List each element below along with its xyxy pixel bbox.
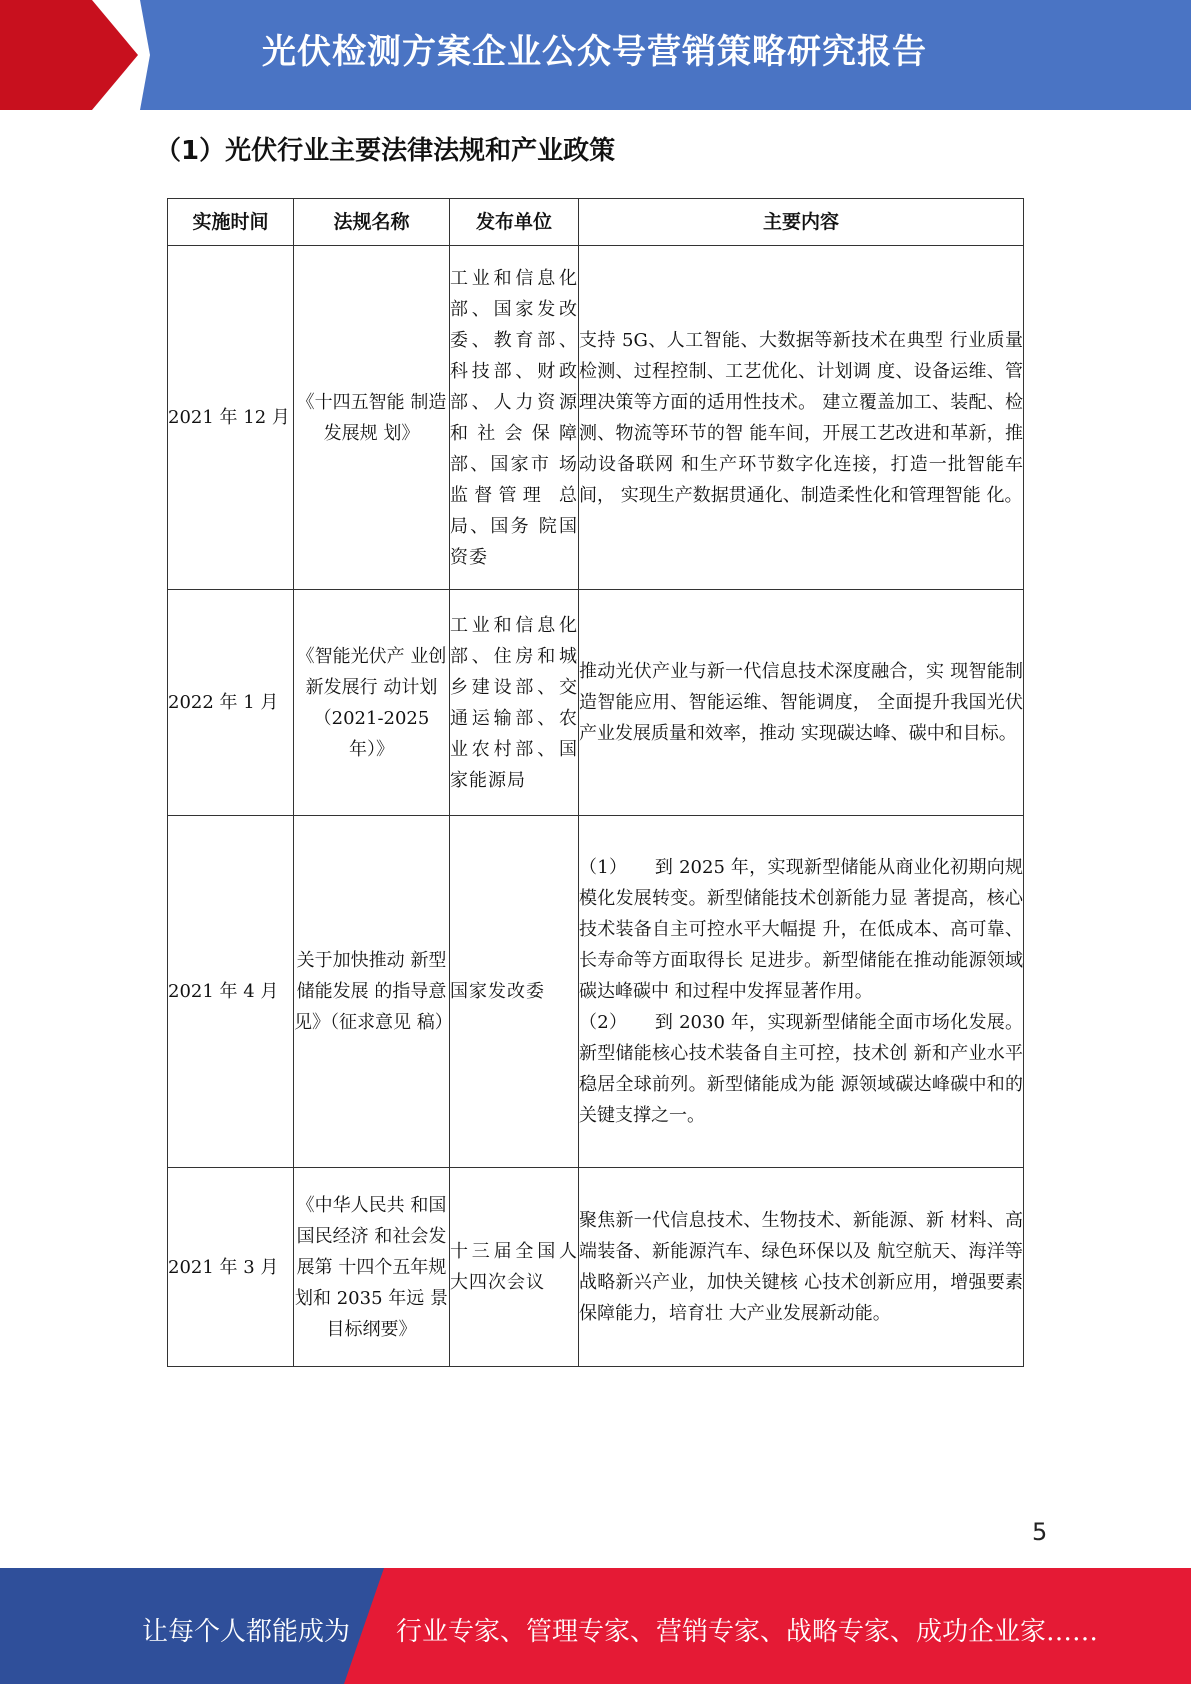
column-header-name: 法规名称 xyxy=(294,199,450,246)
table-row xyxy=(168,816,1024,1168)
cell-content xyxy=(579,1168,1024,1367)
cell-issuer: 十三届全国人大四次会议 xyxy=(450,1168,579,1367)
document-title: 光伏检测方案企业公众号营销策略研究报告 xyxy=(262,32,927,72)
cell-issuer: 工业和信息化部、住房和城乡建设部、交通运输部、农业农村部、国家能源局 xyxy=(450,590,579,816)
table-row xyxy=(168,246,1024,590)
cell-regulation-name: 《十四五智能 制造发展规 划》 xyxy=(294,246,450,590)
table-row xyxy=(168,1168,1024,1367)
table-row xyxy=(168,590,1024,816)
page-number: 5 xyxy=(1032,1518,1048,1546)
content-paragraph: 聚焦新一代信息技术、生物技术、新能源、新 材料、高端装备、新能源汽车、绿色环保以及 航空航天、海洋等战略新兴产业，加快关键核 心技术创新应用，增强要素保障能力，培育壮 大产业发展新动能。 xyxy=(579,1210,1023,1324)
column-header-date: 实施时间 xyxy=(168,199,294,246)
table-header-row xyxy=(168,199,1024,246)
content-paragraph: （1） 到 2025 年，实现新型储能从商业化初期向规模化发展转变。新型储能技术创新能力显 著提高，核心技术装备自主可控水平大幅提 升，在低成本、高可靠、长寿命等方面取得长 足进步。新型储能在推动能源领域碳达峰碳中 和过程中发挥显著作用。 xyxy=(579,857,1023,1002)
cell-content xyxy=(579,246,1024,590)
footer-slogan-left: 让每个人都能成为 xyxy=(142,1617,351,1647)
cell-content xyxy=(579,816,1024,1168)
cell-date: 2022 年 1 月 xyxy=(168,590,294,816)
cell-issuer: 国家发改委 xyxy=(450,816,579,1168)
policy-table xyxy=(167,198,1024,1367)
header-chevron-logo xyxy=(0,0,160,110)
content-paragraph: 支持 5G、人工智能、大数据等新技术在典型 行业质量检测、过程控制、工艺优化、计划调 度、设备运维、管理决策等方面的适用性技术。 建立覆盖加工、装配、检测、物流等环节的智 能车间，开展工艺改进和革新，推动设备联网 和生产环节数字化连接，打造一批智能车间， 实现生产数据贯通化、制造柔性化和管理智能 化。 xyxy=(579,329,1023,506)
cell-regulation-name: 《智能光伏产 业创新发展行 动计划（2021-2025 年）》 xyxy=(294,590,450,816)
cell-regulation-name: 《中华人民共 和国国民经济 和社会发展第 十四个五年规 划和 2035 年远 景目标纲要》 xyxy=(294,1168,450,1367)
cell-issuer: 工业和信息化部、国家发改委、教育部、科技部、财政部、人力资源和社会保障 部、国家市 场监督管理 总局、国务 院国资委 xyxy=(450,246,579,590)
cell-content xyxy=(579,590,1024,816)
footer-slogan-right: 行业专家、管理专家、营销专家、战略专家、成功企业家…… xyxy=(396,1617,1099,1647)
cell-date: 2021 年 12 月 xyxy=(168,246,294,590)
cell-date: 2021 年 3 月 xyxy=(168,1168,294,1367)
section-heading: （1）光伏行业主要法律法规和产业政策 xyxy=(155,136,616,166)
cell-regulation-name: 关于加快推动 新型储能发展 的指导意见》（征求意见 稿） xyxy=(294,816,450,1168)
content-paragraph: 推动光伏产业与新一代信息技术深度融合，实 现智能制造智能应用、智能运维、智能调度， 全面提升我国光伏产业发展质量和效率，推动 实现碳达峰、碳中和目标。 xyxy=(579,661,1023,744)
cell-date: 2021 年 4 月 xyxy=(168,816,294,1168)
content-paragraph: （2） 到 2030 年，实现新型储能全面市场化发展。新型储能核心技术装备自主可控，技术创 新和产业水平稳居全球前列。新型储能成为能 源领域碳达峰碳中和的关键支撑之一。 xyxy=(579,1012,1023,1126)
column-header-issuer: 发布单位 xyxy=(450,199,579,246)
column-header-content: 主要内容 xyxy=(579,199,1024,246)
